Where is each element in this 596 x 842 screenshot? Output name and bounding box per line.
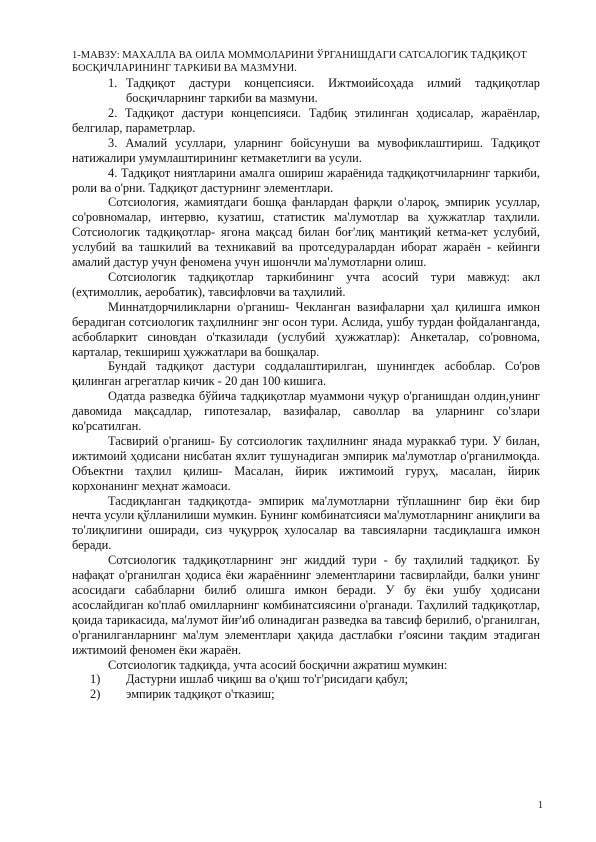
step-number: 1) [90,672,101,687]
document-heading: 1-МАВЗУ: МАХАЛЛА ВА ОИЛА МОММОЛАРИНИ ЎРГАНИШДАГИ САТСАЛОГИК ТАДҚИҚОТ БОСҚИЧЛАРИНИНГ ТАРКИБИ ВА МАЗМУНИ. [72,50,527,74]
body-paragraph: Сотсиологик тадқиқотларнинг энг жиддий тури - бу таҳлилий тадқиқот. Бу нафақат o'рганилган ҳодиса ёки жараённинг элементларини тасвирлайди, балки унинг асосидаги сабабларни билиб олишга имкон беради. У бу ёки ушбу ҳодисани асослайдиган ко'плаб омилларнинг комбинатсиясини o'рганади. Таҳлилий тадқиқотлар, қоида тарикасида, ма'лумот йиғ'иб олинадиган разведка ва тавсиф берилиб, o'рганилган, o'рганилганларнинг ма'лум элементлари ҳақида дастлабки г'оясини тақдим этадиган ижтимоий феномен ёки жараён. [72,553,540,657]
numbered-item-3 [72,136,540,166]
page-number: 1 [538,800,543,811]
item-text: Амалий усуллари, уларнинг бойсунуши ва мувофиклаштириш. Тадқиқот натижалири умумлаштирининг кетмакетлиги ва усули. [72,135,540,165]
item-number: 2. [108,106,118,120]
numbered-item-2 [72,106,540,136]
step-item-1 [72,672,540,687]
numbered-item-4 [72,166,540,196]
body-paragraph: Одатда разведка бўйича тадқиқотлар муаммони чуқур o'рганишдан олдин,унинг давомида мақсадлар, гипотезалар, вазифалар, саволлар ва уларнинг со'злари ко'рсатилган. [72,389,540,434]
item-number: 1. [108,76,118,91]
body-paragraph: Тасдиқланган тадқиқотда- эмпирик ма'лумотларни тўплашнинг бир ёки бир нечта усули қўлланилиши мумкин. Бунинг комбинатсияси ма'лумотларнинг аниқлиги ва то'лиқлигини оширади, сиз чуқурроқ хулосалар ва тавсияларни тасдиқлашга имкон беради. [72,493,540,553]
body-paragraph: Бундай тадқиқот дастури соддалаштирилган, шунингдек асбоблар. Со'ров қилинган агрегатлар кичик - 20 дан 100 кишига. [72,359,540,389]
body-paragraph: Сотсиологик тадқиқотлар таркибининг учта асосий тури мавжуд: акл (еҳтимоллик, аеробатик), тавсифловчи ва таҳлилий. [72,269,540,299]
numbered-item-1 [72,76,540,106]
body-paragraph: Сотсиология, жамиятдаги бошқа фанлардан фарқли o'лароқ, эмпирик усуллар, со'ровномалар, интервю, кузатиш, статистик ма'лумотлар ва ҳужжатлар таҳлили. Сотсиологик тадқиқотлар- ягона мақсад билан боғ'лиқ мантиқий кетма-кет услубий, услубий ва ташкилий ва техникавий ва протседуралардан иборат жараён - кейинги амалий дастур учун феномена учун ишончли ма'лумотларни олиш. [72,195,540,270]
item-text: Тадқиқот ниятларини амалга ошириш жараёнида тадқиқотчиларнинг таркиби, роли ва o'рни. Тадқиқот дастурнинг элементлари. [72,165,540,195]
item-number: 4. [108,165,118,180]
document-page [72,50,540,702]
step-text: Дастурни ишлаб чиқиш ва o'қиш то'г'рисидаги қабул; [126,672,409,687]
step-text: эмпирик тадқиқот o'тказиш; [126,687,275,702]
item-text: Тадқиқот дастури концепсияси. Ижтмоийсоҳада илмий тадқиқотлар босқичларнинг таркиби ва мазмуни. [126,76,540,106]
step-item-2 [72,687,540,702]
item-number: 3. [108,135,118,150]
body-paragraph: Миннатдорчиликларни o'рганиш- Чекланган вазифаларни ҳал қилишга имкон берадиган сотсиологик таҳлилнинг энг осон тури. Аслида, ушбу турдан фойдаланганда, асбобларкит синовдан o'тказилади (услубий ҳужжатлар): Анкеталар, со'ровнома, карталар, текшириш ҳужжатлари ва бошқалар. [72,299,540,359]
item-text: Тадқиқот дастури концепсияси. Тадбиқ этилинган ҳодисалар, жараёнлар, белгилар, параметрлар. [72,106,540,135]
body-paragraph: Сотсиологик тадқиқда, учта асосий босқични ажратиш мумкин: [108,657,448,672]
step-number: 2) [90,687,101,702]
body-paragraph: Тасвирий o'рганиш- Бу сотсиологик таҳлилнинг янада мураккаб тури. У билан, ижтимоий ҳодисани нисбатан яхлит тушунадиган эмпирик ма'лумотлар o'рганилмоқда. Объектни таҳлил қилиш- Масалан, йирик ижтимоий гуруҳ, масалан, йирик корхонанинг меҳнат жамоаси. [72,433,540,493]
